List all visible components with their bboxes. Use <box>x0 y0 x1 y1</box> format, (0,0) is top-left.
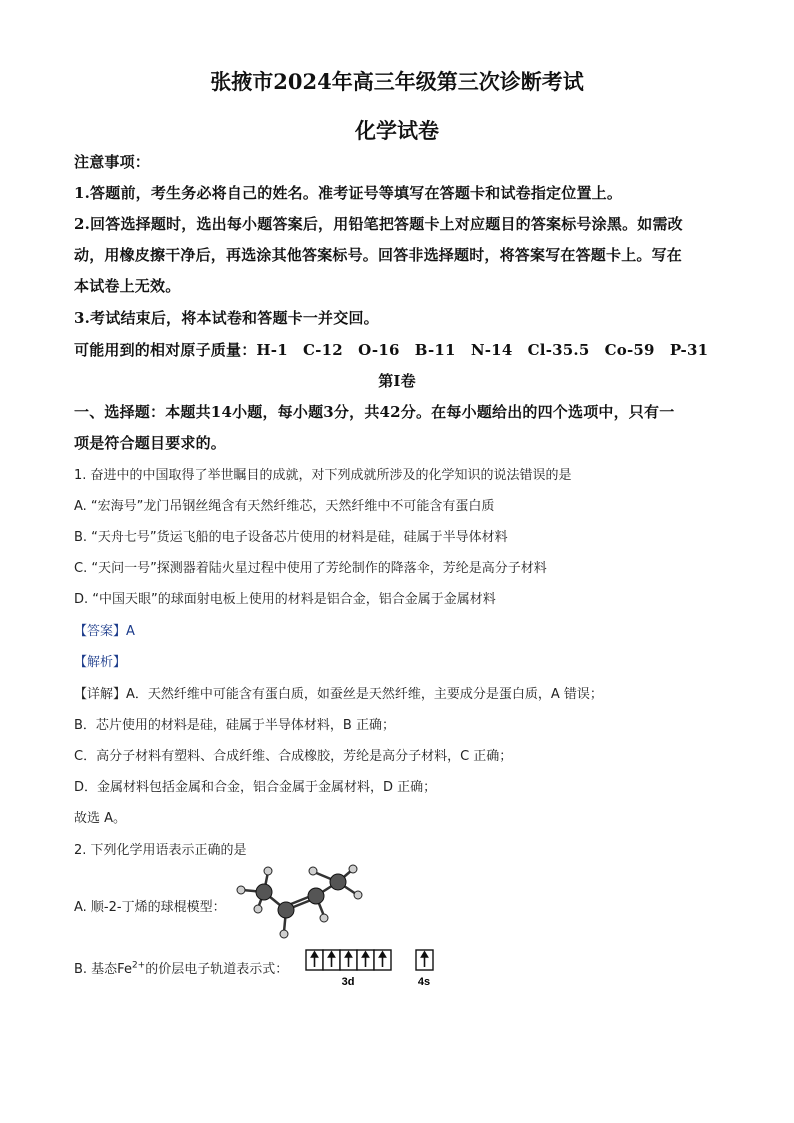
atomic-masses: 可能用到的相对原子质量：H-1 C-12 O-16 B-11 N-14 Cl-35.5 Co-59 P-31 <box>74 341 709 359</box>
notice-item-1: 1.答题前，考生务必将自己的姓名。准考证号等填写在答题卡和试卷指定位置上。 <box>74 184 623 202</box>
q1-stem: 1. 奋进中的中国取得了举世瞩目的成就，对下列成就所涉及的化学知识的说法错误的是 <box>74 468 572 483</box>
notice-heading: 注意事项： <box>74 153 151 171</box>
q1-explanation-c: C．高分子材料有塑料、合成纤维、合成橡胶，芳纶是高分子材料，C 正确； <box>74 749 513 764</box>
label-4s: 4s <box>417 976 431 988</box>
section-heading-line-1: 一、选择题：本题共14小题，每小题3分，共42分。在每小题给出的四个选项中，只有一 <box>74 403 675 421</box>
paper-subtitle: 化学试卷 <box>355 118 439 143</box>
label-3d: 3d <box>341 976 355 988</box>
q1-explanation-d: D．金属材料包括金属和合金，铝合金属于金属材料，D 正确； <box>74 780 437 795</box>
q1-option-d: D. “中国天眼”的球面射电板上使用的材料是铝合金，铝合金属于金属材料 <box>74 592 496 607</box>
q1-option-a: A. “宏海号”龙门吊钢丝绳含有天然纤维芯，天然纤维中不可能含有蛋白质 <box>74 499 495 514</box>
q1-analysis-label: 【解析】 <box>74 655 127 670</box>
q1-option-c: C. “天问一号”探测器着陆火星过程中使用了芳纶制作的降落伞，芳纶是高分子材料 <box>74 561 547 576</box>
q1-conclusion: 故选 A。 <box>74 811 127 826</box>
q2-stem: 2. 下列化学用语表示正确的是 <box>74 843 247 858</box>
q1-option-b: B. “天舟七号”货运飞船的电子设备芯片使用的材料是硅，硅属于半导体材料 <box>74 530 508 545</box>
notice-item-2-line-1: 2.回答选择题时，选出每小题答案后，用铅笔把答题卡上对应题目的答案标号涂黑。如需改 <box>74 215 683 233</box>
q2-option-b <box>74 958 288 977</box>
q2-option-b-suffix: 的价层电子轨道表示式： <box>145 962 289 977</box>
orbital-diagram <box>300 948 440 990</box>
notice-item-2-line-3: 本试卷上无效。 <box>74 277 181 295</box>
q2-option-b-prefix: B. 基态Fe <box>74 962 132 977</box>
section-heading-line-2: 项是符合题目要求的。 <box>74 434 227 452</box>
part-title: 第Ⅰ卷 <box>378 372 416 390</box>
q1-explanation-b: B．芯片使用的材料是硅，硅属于半导体材料，B 正确； <box>74 718 395 733</box>
notice-item-3: 3.考试结束后，将本试卷和答题卡一并交回。 <box>74 309 379 327</box>
q2-option-b-charge: 2+ <box>131 960 146 971</box>
notice-item-2-line-2: 动，用橡皮擦干净后，再选涂其他答案标号。回答非选择题时，将答案写在答题卡上。写在 <box>74 246 683 264</box>
q2-option-a: A. 顺-2-丁烯的球棍模型： <box>74 900 226 915</box>
q1-answer: 【答案】A <box>74 624 135 639</box>
exam-title: 张掖市2024年高三年级第三次诊断考试 <box>210 69 584 94</box>
ball-stick-model-icon <box>234 864 384 944</box>
q1-detail: 【详解】A．天然纤维中可能含有蛋白质，如蚕丝是天然纤维，主要成分是蛋白质，A 错误； <box>74 687 603 702</box>
